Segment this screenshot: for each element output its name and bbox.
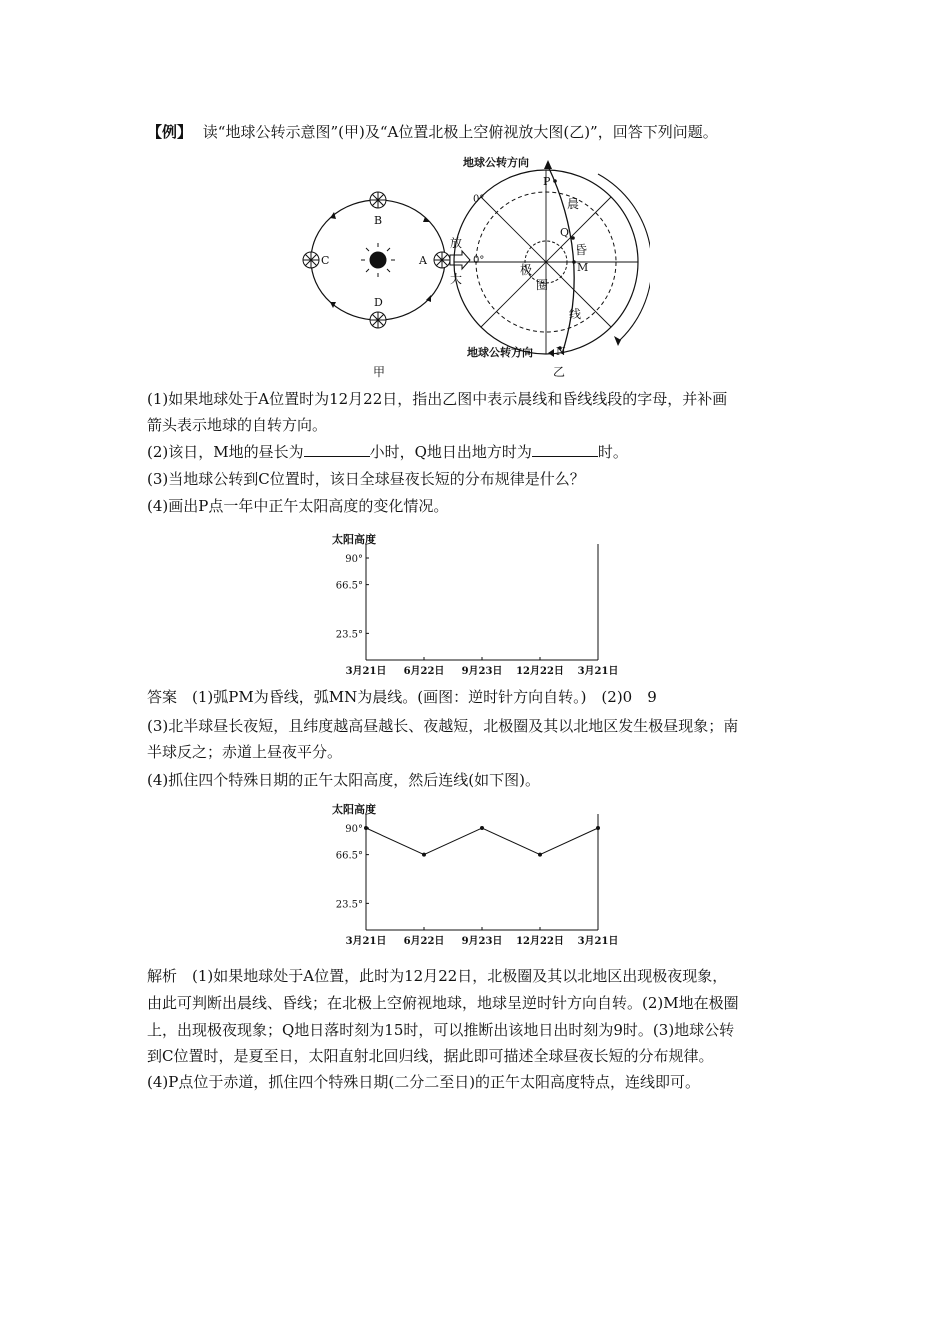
y-tick-label: 23.5° <box>335 629 363 641</box>
x-tick-label: 3月21日 <box>345 666 387 677</box>
answer-line-4: (4)抓住四个特殊日期的正午太阳高度，然后连线(如下图)。 <box>147 771 540 789</box>
label-hun: 昏 <box>575 243 588 257</box>
revolution-bottom-label: 地球公转方向 <box>467 346 533 359</box>
question-3: (3)当地球公转到C位置时，该日全球昼夜长短的分布规律是什么？ <box>147 470 585 488</box>
zoom-label-1: 放 <box>450 236 463 250</box>
blank-sun-height-chart <box>330 530 630 682</box>
question-1-line-1: (1)如果地球处于A位置时为12月22日，指出乙图中表示晨线和昏线线段的字母，并补画 <box>147 390 728 408</box>
x-tick-label: 3月21日 <box>345 936 387 947</box>
y-tick-label: 90° <box>345 824 363 835</box>
data-point <box>596 826 600 830</box>
answer-line-3: 半球反之；赤道上昼夜平分。 <box>147 743 343 761</box>
analysis-line-2: 由此可判断出晨线、昏线；在北极上空俯视地球，地球呈逆时针方向自转。(2)M地在极圈 <box>147 994 739 1012</box>
example-prompt <box>147 121 718 143</box>
label-ji: 极 <box>520 263 533 277</box>
label-q: Q <box>560 226 570 239</box>
revolution-arc <box>598 174 650 340</box>
x-tick-label: 9月23日 <box>461 936 503 947</box>
zoom-label-2: 大 <box>450 272 463 286</box>
question-2-b: 小时，Q地日出地方时为 <box>369 443 532 461</box>
answer-text-1: (1)弧PM为昏线，弧MN为晨线。(画图：逆时针方向自转。) (2)0 9 <box>192 688 657 706</box>
y-tick-label: 66.5° <box>335 580 363 592</box>
revolution-top-label: 地球公转方向 <box>463 156 529 169</box>
answer-blank-2[interactable] <box>532 442 598 457</box>
question-2-a: (2)该日，M地的昼长为 <box>147 443 304 461</box>
answer-label: 答案 <box>147 688 178 706</box>
earth-d-icon <box>370 312 386 328</box>
terminator-arc <box>548 166 574 354</box>
y-axis-label: 太阳高度 <box>332 533 376 546</box>
example-prompt-text: 读“地球公转示意图”(甲)及“A位置北极上空俯视放大图(乙)”，回答下列问题。 <box>202 123 718 141</box>
sun-icon <box>361 243 395 277</box>
example-tag: 【例】 <box>147 123 193 141</box>
earth-revolution-figure <box>290 150 650 382</box>
x-tick-label: 3月21日 <box>577 936 619 947</box>
answer-blank-1[interactable] <box>304 442 370 457</box>
x-tick-label: 3月21日 <box>577 666 619 677</box>
analysis-line-1 <box>147 965 727 987</box>
label-d: D <box>374 296 383 309</box>
data-point <box>538 853 542 857</box>
data-point <box>422 853 426 857</box>
label-n: N <box>556 345 566 358</box>
analysis-label: 解析 <box>147 967 178 985</box>
panel-jia-label: 甲 <box>373 365 386 379</box>
y-tick-label: 66.5° <box>335 850 363 862</box>
label-c: C <box>321 254 330 267</box>
label-0-top: 0° <box>473 194 485 205</box>
data-point <box>364 826 368 830</box>
question-2-c: 时。 <box>597 443 628 461</box>
label-quan: 圈 <box>536 278 549 292</box>
zoom-arrow-icon <box>450 251 470 269</box>
label-xian: 线 <box>569 307 582 321</box>
label-chen: 晨 <box>567 197 580 211</box>
x-tick-label: 6月22日 <box>403 666 445 677</box>
x-tick-label: 12月22日 <box>516 936 564 947</box>
panel-yi-label: 乙 <box>553 365 566 379</box>
answer-line-2: (3)北半球昼长夜短，且纬度越高昼越长、夜越短，北极圈及其以北地区发生极昼现象；南 <box>147 717 739 735</box>
data-point <box>480 826 484 830</box>
y-tick-label: 23.5° <box>335 899 363 911</box>
x-tick-label: 6月22日 <box>403 936 445 947</box>
label-p: P <box>543 175 551 188</box>
analysis-line-4: 到C位置时，是夏至日，太阳直射北回归线，据此即可描述全球昼夜长短的分布规律。 <box>147 1047 714 1065</box>
label-a: A <box>419 254 427 267</box>
label-m: M <box>577 261 589 274</box>
x-tick-label: 12月22日 <box>516 666 564 677</box>
label-0-mid: 0° <box>473 255 485 266</box>
y-axis-label: 太阳高度 <box>332 803 376 816</box>
earth-a-icon <box>434 252 450 268</box>
analysis-line-5: (4)P点位于赤道，抓住四个特殊日期(二分二至日)的正午太阳高度特点，连线即可。 <box>147 1073 701 1091</box>
answer-sun-height-chart <box>330 800 630 952</box>
x-tick-label: 9月23日 <box>461 666 503 677</box>
question-4: (4)画出P点一年中正午太阳高度的变化情况。 <box>147 497 449 515</box>
question-2 <box>147 441 628 463</box>
earth-c-icon <box>303 252 319 268</box>
earth-b-icon <box>370 192 386 208</box>
answer-line-1 <box>147 686 657 708</box>
y-tick-label: 90° <box>345 554 363 565</box>
analysis-line-3: 上，出现极夜现象；Q地日落时刻为15时，可以推断出该地日出时刻为9时。(3)地球公转 <box>147 1021 735 1039</box>
analysis-text-1: (1)如果地球处于A位置，此时为12月22日，北极圈及其以北地区出现极夜现象， <box>192 967 728 985</box>
question-1-line-2: 箭头表示地球的自转方向。 <box>147 416 328 434</box>
series-line <box>366 828 598 855</box>
label-b: B <box>374 214 383 227</box>
